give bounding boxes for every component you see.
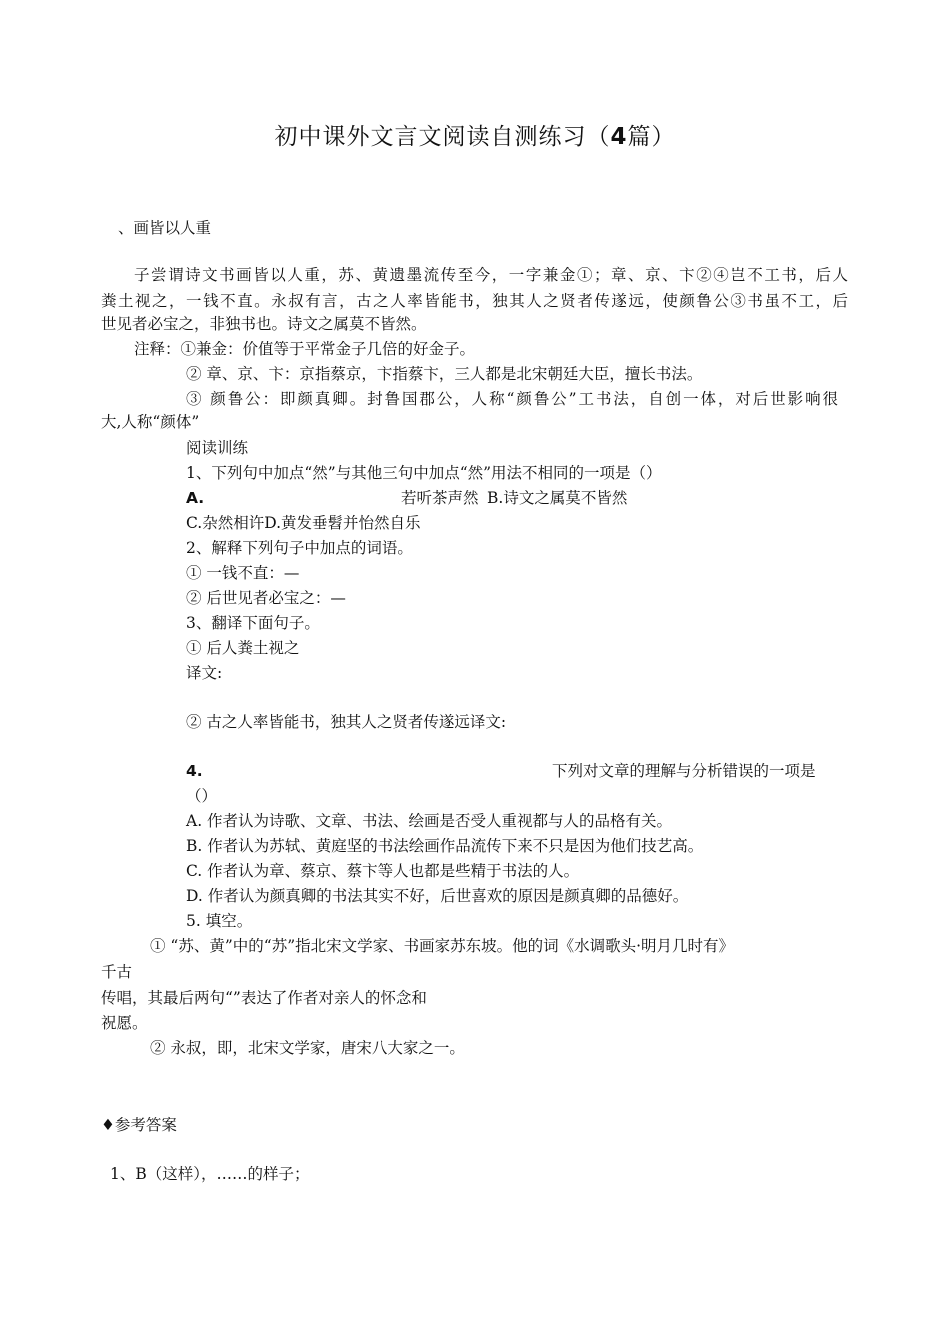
question-5-item-1-cont-3: 祝愿。 xyxy=(101,1014,148,1032)
document-title xyxy=(0,118,950,151)
question-5-item-2: ② 永叔，即，北宋文学家，唐宋八大家之一。 xyxy=(150,1039,465,1057)
title-text-pre: 初中课外文言文阅读自测练习（ xyxy=(274,124,611,150)
question-3: 3、翻译下面句子。 xyxy=(186,614,320,632)
question-3-item-1: ① 后人粪土视之 xyxy=(186,639,300,657)
question-1: 1、下列句中加点“然”与其他三句中加点“然”用法不相同的一项是（） xyxy=(186,464,662,482)
training-heading: 阅读训练 xyxy=(186,439,249,457)
question-4-option-a: A. 作者认为诗歌、文章、书法、绘画是否受人重视都与人的品格有关。 xyxy=(186,812,673,830)
question-2-item-1: ① 一钱不直：— xyxy=(186,564,300,582)
question-4-option-b: B. 作者认为苏轼、黄庭坚的书法绘画作品流传下来不只是因为他们技艺高。 xyxy=(186,837,704,855)
passage-line-2: 粪土视之，一钱不直。永叔有言，古之人率皆能书，独其人之贤者传遂远，使颜鲁公③书虽不工，后 xyxy=(101,292,848,310)
question-5-item-1-cont-1: 千古 xyxy=(101,963,133,981)
title-number: 4 xyxy=(610,124,628,150)
question-2-item-2: ② 后世见者必宝之：— xyxy=(186,589,346,607)
question-5: 5. 填空。 xyxy=(186,912,253,930)
question-3-item-2: ② 古之人率皆能书，独其人之贤者传遂远译文: xyxy=(186,713,507,731)
answers-heading: ♦参考答案 xyxy=(101,1116,177,1134)
question-5-item-1-cont-2: 传唱，其最后两句“”表达了作者对亲人的怀念和 xyxy=(101,989,427,1007)
passage-line-1: 子尝谓诗文书画皆以人重，苏、黄遗墨流传至今，一字兼金①；章、京、卞②④岂不工书，后人 xyxy=(134,266,848,284)
note-1: 注释：①兼金：价值等于平常金子几倍的好金子。 xyxy=(134,340,476,358)
title-text-post: 篇） xyxy=(627,124,676,150)
question-3-item-1-translation: 译文: xyxy=(186,664,223,682)
question-4-paren: （） xyxy=(186,787,218,805)
passage-line-3: 世见者必宝之，非独书也。诗文之属莫不皆然。 xyxy=(101,315,427,333)
question-1-options-cd: C.杂然相许D.黄发垂髫并怡然自乐 xyxy=(186,514,421,532)
question-5-item-1: ① “苏、黄”中的“苏”指北宋文学家、书画家苏东坡。他的词《水调歌头·明月几时有》 xyxy=(150,937,735,955)
question-4-option-c: C. 作者认为章、蔡京、蔡卞等人也都是些精于书法的人。 xyxy=(186,862,580,880)
question-1-option-a-label: A. xyxy=(186,489,205,507)
answer-1: 1、B（这样），……的样子； xyxy=(110,1165,310,1183)
note-3-line-1: ③ 颜鲁公：即颜真卿。封鲁国郡公，人称“颜鲁公”工书法，自创一体，对后世影响很 xyxy=(186,390,838,408)
section-title: 、画皆以人重 xyxy=(118,219,212,237)
question-4-number: 4. xyxy=(186,762,203,780)
question-4-option-d: D. 作者认为颜真卿的书法其实不好，后世喜欢的原因是颜真卿的品德好。 xyxy=(186,887,689,905)
question-1-option-b: B.诗文之属莫不皆然 xyxy=(487,489,628,507)
question-2: 2、解释下列句子中加点的词语。 xyxy=(186,539,413,557)
note-2: ② 章、京、卞：京指蔡京，卞指蔡卞，三人都是北宋朝廷大臣，擅长书法。 xyxy=(186,365,703,383)
question-4-text: 下列对文章的理解与分析错误的一项是 xyxy=(552,762,816,780)
note-3-line-2: 大,人称“颜体” xyxy=(101,413,200,431)
question-1-option-a-text: 若听茶声然 xyxy=(401,489,479,507)
